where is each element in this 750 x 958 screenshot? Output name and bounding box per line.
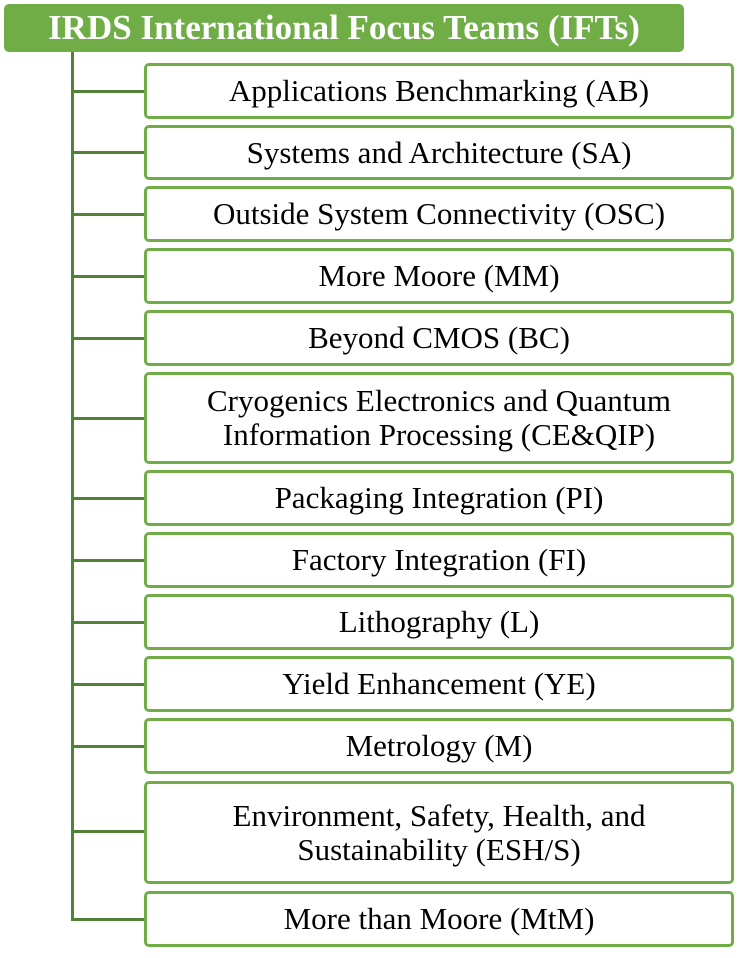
team-box-mm: More Moore (MM) xyxy=(144,248,734,304)
team-box-osc: Outside System Connectivity (OSC) xyxy=(144,186,734,242)
branch-connector xyxy=(71,337,144,340)
team-box-ceqip: Cryogenics Electronics and Quantum Information Processing (CE&QIP) xyxy=(144,372,734,464)
branch-connector xyxy=(71,918,144,921)
branch-connector xyxy=(71,275,144,278)
branch-connector xyxy=(71,683,144,686)
team-box-eshs: Environment, Safety, Health, and Sustainability (ESH/S) xyxy=(144,781,734,884)
branch-connector xyxy=(71,621,144,624)
team-box-sa: Systems and Architecture (SA) xyxy=(144,125,734,180)
branch-connector xyxy=(71,559,144,562)
team-box-fi: Factory Integration (FI) xyxy=(144,532,734,588)
branch-connector xyxy=(71,497,144,500)
team-box-pi: Packaging Integration (PI) xyxy=(144,470,734,526)
team-box-ye: Yield Enhancement (YE) xyxy=(144,656,734,712)
team-box-m: Metrology (M) xyxy=(144,718,734,774)
branch-connector xyxy=(71,417,144,420)
branch-connector xyxy=(71,151,144,154)
team-box-bc: Beyond CMOS (BC) xyxy=(144,310,734,366)
tree-trunk-line xyxy=(71,52,74,920)
branch-connector xyxy=(71,213,144,216)
diagram-title: IRDS International Focus Teams (IFTs) xyxy=(4,4,684,52)
team-box-ab: Applications Benchmarking (AB) xyxy=(144,63,734,119)
branch-connector xyxy=(71,90,144,93)
team-box-l: Lithography (L) xyxy=(144,594,734,650)
team-box-mtm: More than Moore (MtM) xyxy=(144,891,734,947)
branch-connector xyxy=(71,745,144,748)
branch-connector xyxy=(71,830,144,833)
